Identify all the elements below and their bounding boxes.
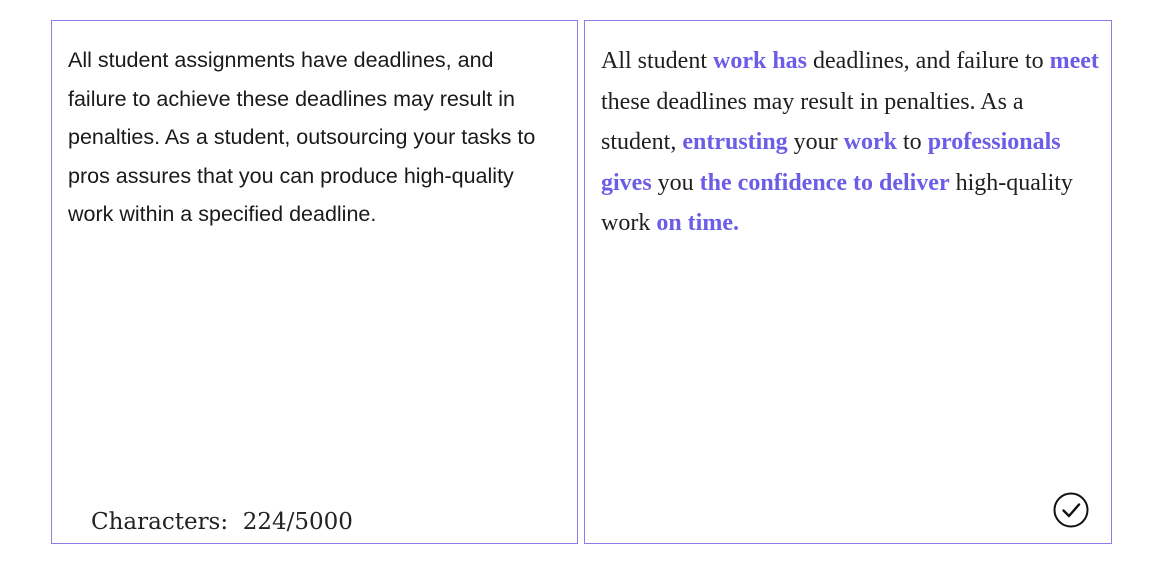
changed-word[interactable]: on time. bbox=[656, 210, 739, 236]
output-panel bbox=[584, 20, 1112, 544]
paraphrased-output-text bbox=[601, 41, 1101, 244]
changed-word[interactable]: work has bbox=[713, 48, 808, 74]
character-counter bbox=[91, 509, 353, 535]
input-panel[interactable] bbox=[51, 20, 578, 544]
output-segment: these deadlines may result in penalties. As a student, bbox=[601, 88, 1024, 155]
input-text-area[interactable]: All student assignments have deadlines, and failure to achieve these deadlines may result in penalties. As a student, outsourcing your tasks to pros assures that you can produce high-quality work within a specified deadline. bbox=[68, 48, 536, 226]
output-segment: deadlines, and failure to bbox=[807, 48, 1050, 74]
output-segment: to bbox=[897, 129, 928, 155]
output-segment: All student bbox=[601, 48, 713, 74]
changed-word[interactable]: meet bbox=[1049, 48, 1099, 74]
check-circle-icon[interactable] bbox=[1053, 492, 1089, 528]
output-segment: high-quality work bbox=[601, 169, 1073, 236]
output-segment: your bbox=[787, 129, 844, 155]
changed-word[interactable]: professionals gives bbox=[601, 129, 1061, 196]
output-segment: you bbox=[651, 169, 700, 196]
changed-word[interactable]: entrusting bbox=[682, 129, 788, 155]
character-counter-label: Characters: bbox=[91, 509, 229, 535]
character-counter-value: 224/5000 bbox=[242, 509, 353, 535]
changed-word[interactable]: the confidence to deliver bbox=[699, 169, 950, 196]
changed-word[interactable]: work bbox=[843, 129, 898, 155]
